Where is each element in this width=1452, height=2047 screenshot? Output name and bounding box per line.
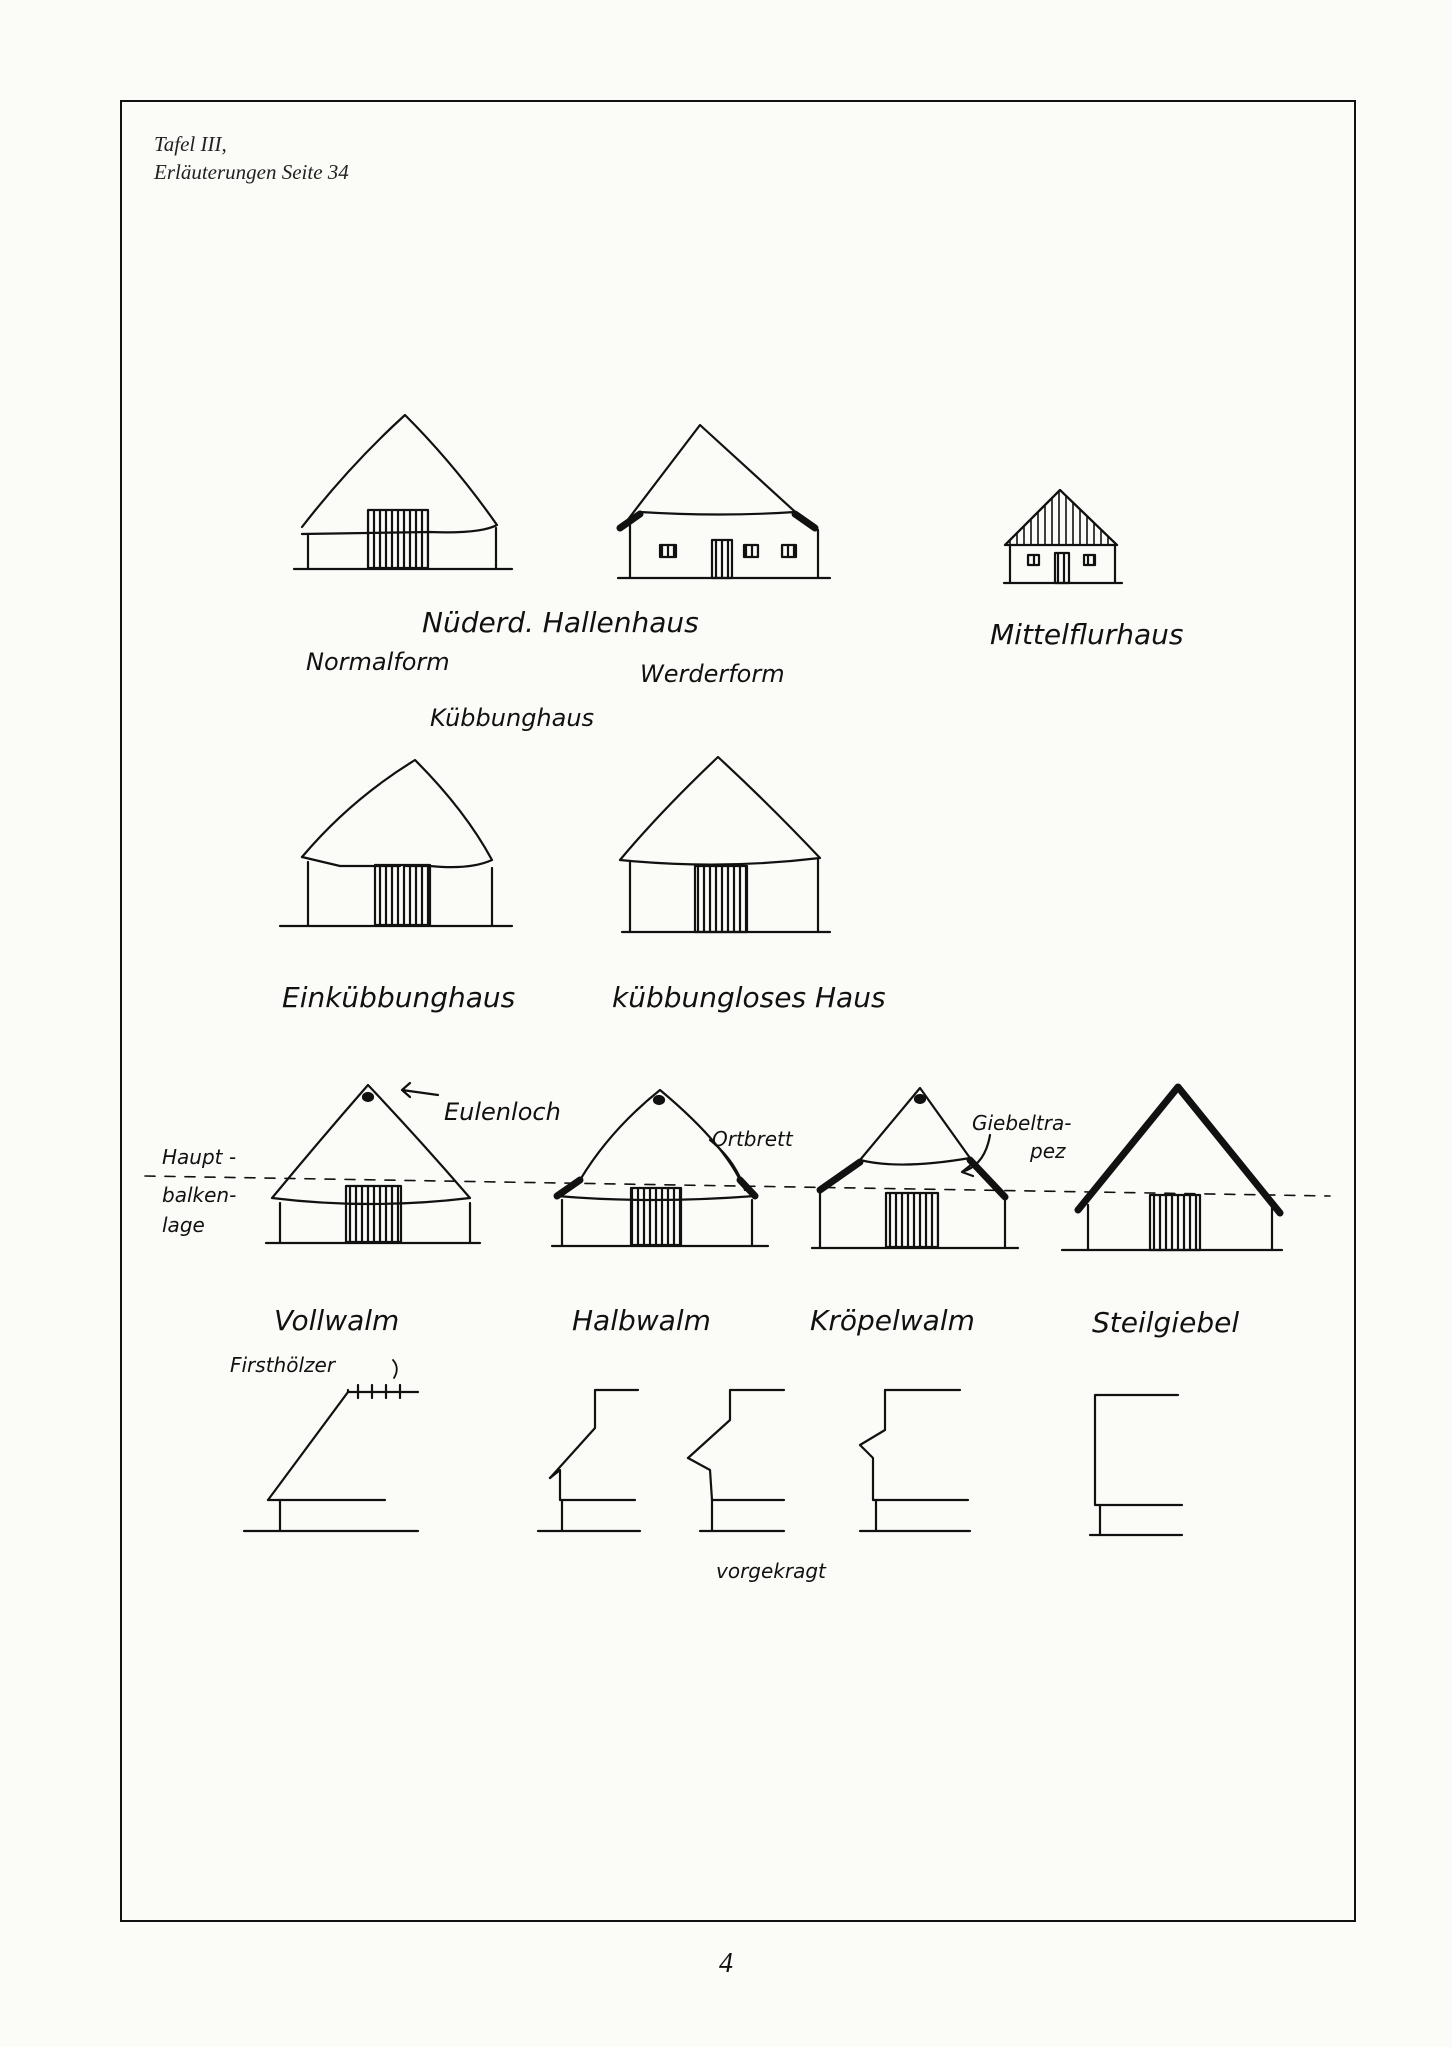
- house-halbwalm: [552, 1090, 768, 1246]
- label-kuebbungloses-haus: kübbungloses Haus: [612, 981, 886, 1014]
- label-hauptbalkenlage-3: lage: [162, 1213, 205, 1237]
- label-hauptbalkenlage-2: balken-: [162, 1183, 237, 1207]
- page-number: 4: [719, 1948, 733, 1979]
- label-kroepelwalm: Kröpelwalm: [810, 1304, 975, 1337]
- label-steilgiebel: Steilgiebel: [1092, 1306, 1240, 1339]
- label-kuebbunghaus: Kübbunghaus: [430, 704, 595, 732]
- label-ortbrett: Ortbrett: [712, 1127, 793, 1151]
- label-einkuebbunghaus: Einkübbunghaus: [282, 981, 516, 1014]
- house-mittelflurhaus: [1004, 490, 1122, 583]
- label-halbwalm: Halbwalm: [572, 1304, 711, 1337]
- profile-halbwalm-1: [538, 1390, 640, 1531]
- label-giebeltrapez-1: Giebeltra-: [972, 1111, 1072, 1135]
- house-einkuebbunghaus: [280, 760, 512, 926]
- profile-steilgiebel: [1090, 1395, 1182, 1535]
- label-vorgekragt: vorgekragt: [716, 1559, 826, 1583]
- house-normalform: [294, 415, 512, 569]
- profile-halbwalm-2: [688, 1390, 784, 1531]
- label-giebeltrapez-2: pez: [1030, 1139, 1066, 1163]
- plate-title: Tafel III,: [154, 132, 227, 156]
- house-werderform: [618, 425, 830, 578]
- label-firsthoelzer: Firsthölzer: [230, 1353, 336, 1377]
- label-hauptbalkenlage-1: Haupt -: [162, 1145, 237, 1169]
- plate-reference: Erläuterungen Seite 34: [154, 160, 349, 184]
- house-steilgiebel: [1062, 1087, 1282, 1250]
- label-vollwalm: Vollwalm: [274, 1304, 400, 1337]
- label-normalform: Normalform: [306, 648, 450, 676]
- house-kuebbungloses: [620, 757, 830, 932]
- label-niederdeutsches-hallenhaus: Nüderd. Hallenhaus: [422, 606, 699, 639]
- label-eulenloch: Eulenloch: [444, 1098, 561, 1126]
- profile-kroepelwalm: [860, 1390, 970, 1531]
- profile-vollwalm: [244, 1385, 418, 1531]
- label-werderform: Werderform: [640, 660, 785, 688]
- label-mittelflurhaus: Mittelflurhaus: [990, 618, 1184, 651]
